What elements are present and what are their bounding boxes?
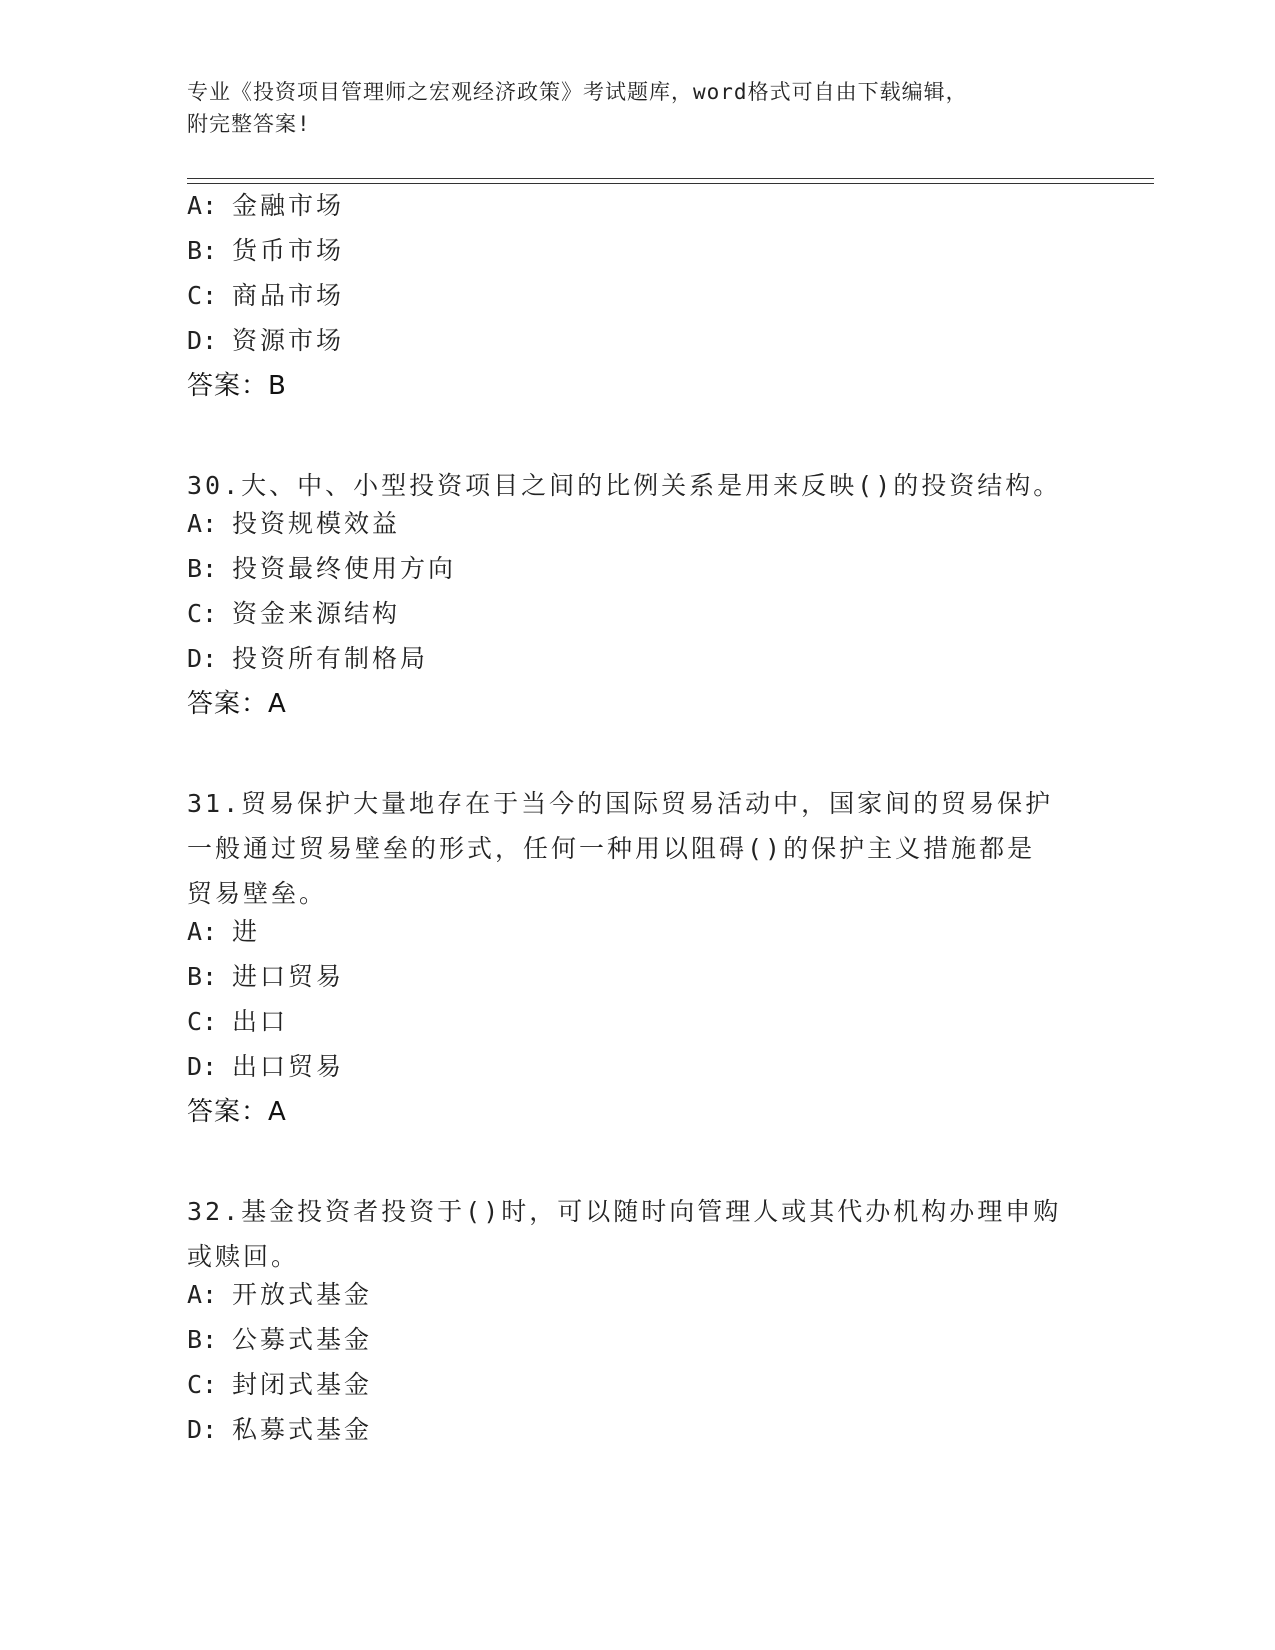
option-c: C: 出口 — [187, 1007, 289, 1036]
option-b: B: 货币市场 — [187, 236, 345, 265]
option-a: A: 投资规模效益 — [187, 509, 401, 538]
option-b: B: 投资最终使用方向 — [187, 554, 457, 583]
answer-label: 答案：B — [187, 371, 287, 401]
header-line-2: 附完整答案! — [187, 112, 311, 136]
spacer — [187, 733, 1107, 781]
question-29 — [187, 190, 1107, 415]
option-c: C: 商品市场 — [187, 281, 345, 310]
question-31 — [187, 781, 1107, 1141]
document-header — [187, 76, 1087, 140]
question-text — [187, 1189, 1067, 1279]
option-d: D: 资源市场 — [187, 326, 345, 355]
option-a: A: 金融市场 — [187, 191, 345, 220]
option-c: C: 资金来源结构 — [187, 599, 401, 628]
question-line: 31.贸易保护大量地存在于当今的国际贸易活动中，国家间的贸易保护 — [187, 789, 1054, 818]
answer-label: 答案：A — [187, 1097, 287, 1127]
question-30 — [187, 463, 1107, 733]
option-a: A: 进 — [187, 917, 261, 946]
question-32 — [187, 1189, 1107, 1459]
question-line: 一般通过贸易壁垒的形式，任何一种用以阻碍()的保护主义措施都是 — [187, 834, 1036, 863]
question-text: 30.大、中、小型投资项目之间的比例关系是用来反映()的投资结构。 — [187, 471, 1062, 500]
option-b: B: 公募式基金 — [187, 1325, 373, 1354]
spacer — [187, 1141, 1107, 1189]
option-a: A: 开放式基金 — [187, 1280, 373, 1309]
answer-label: 答案：A — [187, 689, 287, 719]
question-text — [187, 781, 1067, 916]
header-divider — [187, 178, 1154, 184]
option-b: B: 进口贸易 — [187, 962, 345, 991]
option-c: C: 封闭式基金 — [187, 1370, 373, 1399]
spacer — [187, 415, 1107, 463]
question-line: 32.基金投资者投资于()时，可以随时向管理人或其代办机构办理申购 — [187, 1197, 1062, 1226]
option-d: D: 投资所有制格局 — [187, 644, 429, 673]
header-line-1: 专业《投资项目管理师之宏观经济政策》考试题库，word格式可自由下载编辑， — [187, 80, 968, 104]
question-line: 贸易壁垒。 — [187, 879, 328, 908]
question-line: 或赎回。 — [187, 1242, 300, 1271]
option-d: D: 私募式基金 — [187, 1415, 373, 1444]
option-d: D: 出口贸易 — [187, 1052, 345, 1081]
question-list — [187, 190, 1107, 1459]
